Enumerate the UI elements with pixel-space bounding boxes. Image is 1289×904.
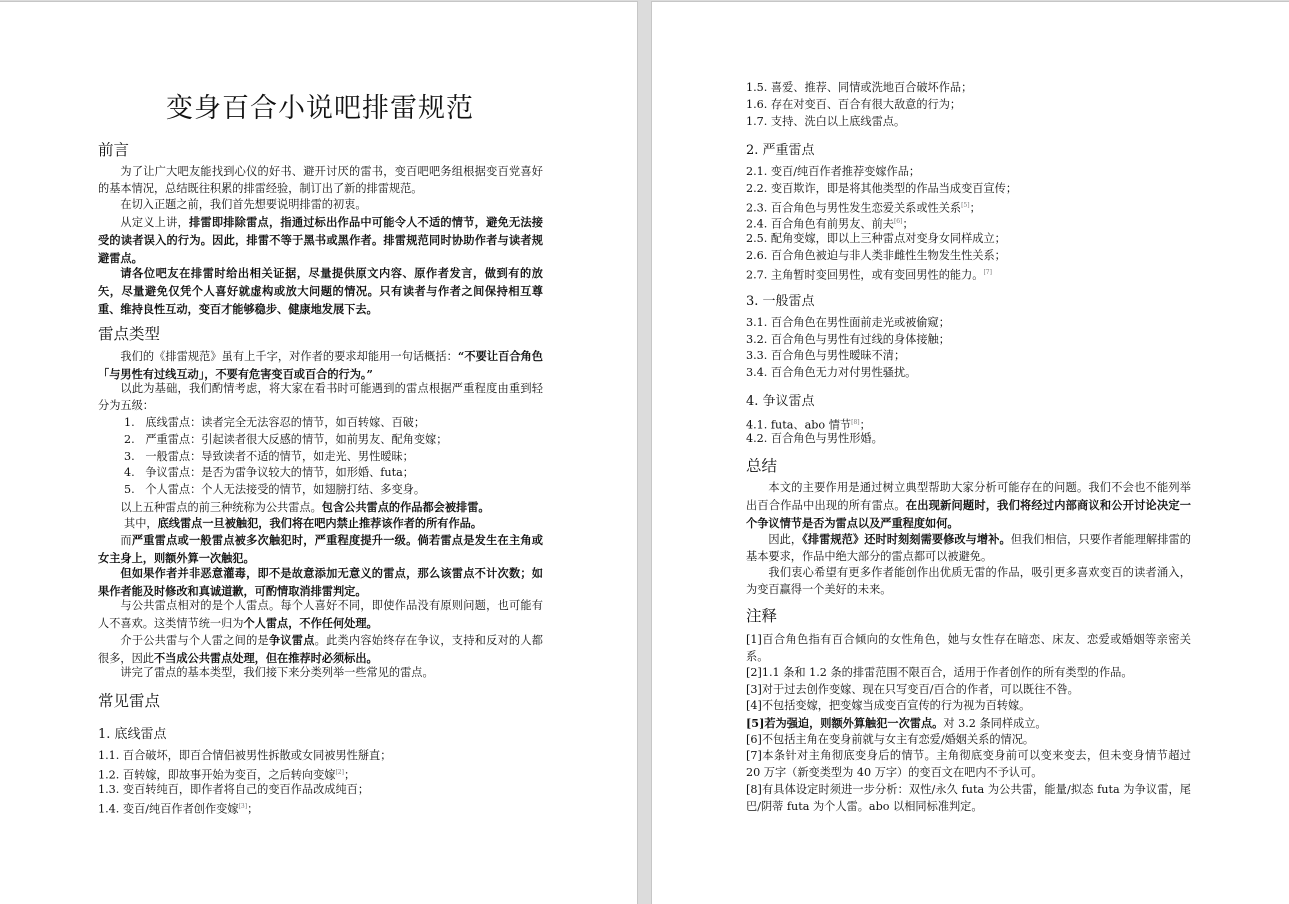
note-item [746,715,1191,733]
types-p7-d: 不当成公共雷点处理，但在推荐时必须标出。 [153,650,378,665]
summary-paragraph-1 [746,480,1191,532]
list-item: 2.5. 配角变嫁，即以上三种雷点对变身女同样成立； [746,232,1006,245]
preface-paragraph-2: 在切入正题之前，我们首先想要说明排雷的初衷。 [120,198,367,211]
list-item: 4. 争议雷点：是否为雷争议较大的情节，如形婚、futa； [124,466,414,479]
preface-p3-lead: 从定义上讲， [120,216,189,229]
footnote-ref: [5] [961,202,970,209]
footnote-ref: [2] [335,769,344,776]
list-item: 5. 个人雷点：个人无法接受的情节，如翅膀打结、多变身。 [124,483,426,496]
list-item: 2.4. 百合角色有前男友、前夫[6]； [746,217,914,231]
types-p5-bold: 但如果作者并非恶意灌毒，即不是故意添加无意义的雷点，那么该雷点不计次数；如果作者能及时修改和真诚道歉，可酌情取消排雷判定。 [98,566,543,598]
types-p3d-bold: 底线雷点一旦被触犯，我们将在吧内禁止推荐该作者的所有作品。 [157,516,483,530]
heading-notes: 注释 [746,607,778,625]
page-left [0,2,637,904]
list-item: 1.1. 百合破坏，即百合情侣被男性拆散或女同被男性掰直； [98,749,392,762]
note-item: [1]百合角色指有百合倾向的女性角色，她与女性存在暗恋、床友、恋爱或婚姻等亲密关系。 [746,633,1191,663]
note-text: 对 3.2 条同样成立。 [943,717,1047,730]
summary-paragraph-2 [746,531,1191,566]
preface-p4-bold: 请各位吧友在排雷时给出相关证据，尽量提供原文内容、原作者发言，做到有的放矢，尽量避免仅凭个人喜好就虚构或放大问题的情况。只有读者与作者之间保持相互尊重、维持良性互动，变百才能够稳步、健康地发展下去。 [98,266,543,316]
list-item-text: 2.7. 主角暂时变回男性，或有变回男性的能力。 [746,268,984,282]
note-item: [2]1.1 条和 1.2 条的排雷范围不限百合，适用于作者创作的所有类型的作品。 [746,666,1133,679]
document-title: 变身百合小说吧排雷规范 [166,93,474,124]
heading-common: 常见雷点 [98,692,161,710]
list-item: 1.4. 变百/纯百作者创作变嫁[3]； [98,802,259,816]
list-item-text: 1.2. 百转嫁，即故事开始为变百，之后转向变嫁 [98,768,336,782]
summary-p2-bold: 《排雷规范》还时时刻刻需要修改与增补。 [802,532,1011,546]
types-paragraph-6 [98,598,543,633]
list-item: 3.2. 百合角色与男性有过线的身体接触； [746,333,950,346]
list-item [746,265,992,285]
preface-paragraph-1: 为了让广大吧友能找到心仪的好书、避开讨厌的雷书，变百吧吧务组根据变百党喜好的基本情况，总结既往积累的排雷经验，制订出了新的排雷规范。 [98,165,543,195]
note-item: [8]有具体设定时须进一步分析：双性/永久 futa 为公共雷，能量/拟态 futa 为争议雷，尾巴/阴蒂 futa 为个人雷。abo 以相同标准判定。 [746,783,1191,813]
note-item: [6]不包括主角在变身前就与女主有恋爱/婚姻关系的情况。 [746,733,1035,746]
heading-section-1: 1. 底线雷点 [98,727,167,742]
types-p3-lead: 以上五种雷点的前三种统称为公共雷点。 [120,501,322,514]
footnote-ref: [6] [893,218,903,225]
types-paragraph-7 [98,632,543,668]
types-p7-c: 。此类内容始终存在争议，支持和反对的人都很多，因此 [98,634,543,665]
preface-paragraph-4 [98,265,543,318]
preface-paragraph-3 [98,214,543,267]
types-p1-lead: 我们的《排雷规范》虽有上千字，对作者的要求却能用一句话概括： [120,350,458,363]
types-p6-lead: 与公共雷点相对的是个人雷点。每个人喜好不同，即使作品没有原则问题，也可能有人不喜欢。这类情节统一归为 [98,599,543,630]
types-paragraph-1 [98,348,543,384]
list-item: 2.1. 变百/纯百作者推荐变嫁作品； [746,165,921,178]
heading-summary: 总结 [746,457,778,475]
note-item: [7]本条针对主角彻底变身后的情节。主角彻底变身前可以变来变去，但未变身情节超过 20 万字（新变类型为 40 万字）的变百文在吧内不予认可。 [746,749,1191,779]
list-item: 3.1. 百合角色在男性面前走光或被偷窥； [746,316,950,329]
page-right [652,2,1289,904]
list-item: 1.5. 喜爱、推荐、同情或洗地百合破坏作品； [746,81,973,94]
list-item: 4.1. futa、abo 情节[8]； [746,418,871,432]
list-item: 2.3. 百合角色与男性发生恋爱关系或性关系[5]； [746,201,981,215]
types-p7-b: 争议雷点 [268,633,315,647]
list-item: 3. 一般雷点：导致读者不适的情节，如走光、男性暧昧； [124,450,414,463]
list-item: 2. 严重雷点：引起读者很大反感的情节，如前男友、配角变嫁； [124,433,448,446]
summary-p1-bold: 在出现新问题时，我们将经过内部商议和公开讨论决定一个争议情节是否为雷点以及严重程度如何。 [746,497,1191,530]
types-paragraph-5 [98,565,543,601]
summary-paragraph-3: 我们衷心希望有更多作者能创作出优质无雷的作品，吸引更多喜欢变百的读者涌入，为变百赢得一个美好的未来。 [746,566,1191,596]
heading-types: 雷点类型 [98,325,161,343]
footnote-ref: [3] [238,803,248,810]
types-paragraph-2: 以此为基础，我们酌情考虑，将大家在看书时可能遇到的雷点根据严重程度由重到轻分为五级： [98,382,543,412]
list-item: 2.6. 百合角色被迫与非人类非雌性生物发生性关系； [746,249,1006,262]
types-paragraph-3b [124,515,554,533]
list-item: 4.2. 百合角色与男性形婚。 [746,432,883,445]
note-bold: [5]若为强迫，则额外算触犯一次雷点。 [746,716,944,730]
types-paragraph-8: 讲完了雷点的基本类型，我们接下来分类列举一些常见的雷点。 [120,666,434,679]
list-item: 1.7. 支持、洗白以上底线雷点。 [746,115,906,128]
heading-section-3: 3. 一般雷点 [746,294,815,309]
list-item-text: 2.2. 变百欺诈，即是将其他类型的作品当成变百宣传； [746,182,1018,195]
types-p7-a: 介于公共雷与个人雷之间的是 [120,634,269,647]
list-item-text: 1.4. 变百/纯百作者创作变嫁 [98,802,239,816]
summary-p2-c: 但我们相信，只要作者能理解排雷的基本要求，作品中绝大部分的雷点都可以被避免。 [746,533,1191,563]
list-item: 3.3. 百合角色与男性暧昧不清； [746,349,906,362]
footnote-ref: [7] [983,269,992,276]
heading-preface: 前言 [98,141,130,159]
types-p4-bold: 严重雷点或一般雷点被多次触犯时，严重程度提升一级。倘若雷点是发生在主角或女主身上，则额外算一次触犯。 [98,533,543,565]
types-p6-bold: 个人雷点，不作任何处理。 [243,615,378,630]
footnote-ref: [8] [851,419,860,426]
summary-p1-lead: 本文的主要作用是通过树立典型帮助大家分析可能存在的问题。我们不会也不能列举出百合作品中出现的所有雷点。 [746,481,1191,512]
list-item: 1.2. 百转嫁，即故事开始为变百，之后转向变嫁[2]； [98,768,356,782]
list-item: 1. 底线雷点：读者完全无法容忍的情节，如百转嫁、百破； [124,416,426,429]
note-item: [4]不包括变嫁，把变嫁当成变百宣传的行为视为百转嫁。 [746,699,1031,712]
types-p3c: 其中， [124,517,158,530]
list-item: 3.4. 百合角色无力对付男性骚扰。 [746,366,917,379]
types-p3-bold: 包含公共雷点的作品都会被排雷。 [321,500,490,514]
note-item: [3]对于过去创作变嫁、现在只写变百/百合的作者，可以既往不咎。 [746,683,1079,696]
heading-section-2: 2. 严重雷点 [746,143,815,158]
heading-section-4: 4. 争议雷点 [746,394,815,409]
list-item-text: 2.4. 百合角色有前男友、前夫 [746,217,894,231]
list-item-text: 4.1. futa、abo 情节 [746,418,852,432]
preface-p3-bold: 排雷即排除雷点，指通过标出作品中可能令人不适的情节，避免无法接受的读者误入的行为。因此，排雷不等于黑书或黑作者。排雷规范同时协助作者与读者规避雷点。 [98,215,543,265]
list-item [746,181,1017,198]
list-item-text: 2.3. 百合角色与男性发生恋爱关系或性关系 [746,201,962,215]
types-p1-bold: “不要让百合角色「与男性有过线互动」，不要有危害变百或百合的行为。” [98,349,543,381]
types-paragraph-4 [98,532,543,568]
list-item: 1.3. 变百转纯百，即作者将自己的变百作品改成纯百； [98,783,370,796]
summary-p2-a: 因此， [768,533,803,546]
list-item: 1.6. 存在对变百、百合有很大敌意的行为； [746,98,962,111]
types-p4-lead: 而 [120,534,132,547]
